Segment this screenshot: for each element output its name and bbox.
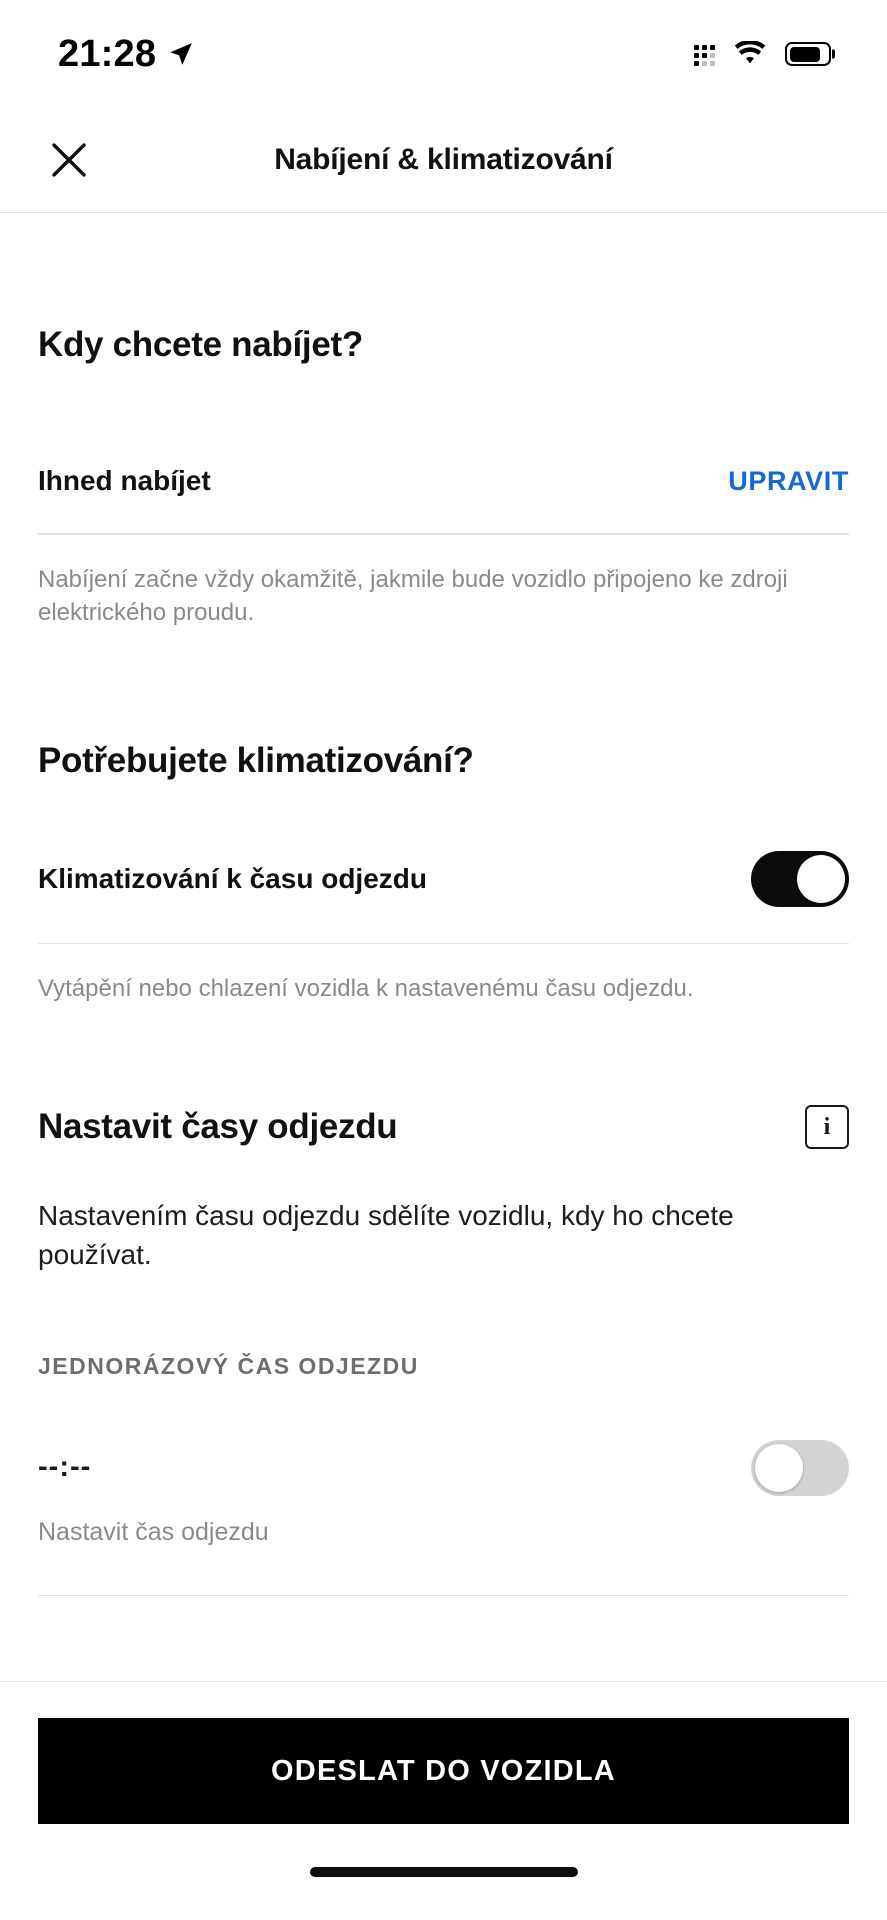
battery-icon <box>785 42 831 66</box>
departure-section-title: Nastavit časy odjezdu <box>38 1107 398 1147</box>
status-bar <box>0 0 887 108</box>
climate-toggle-switch[interactable] <box>751 851 849 907</box>
send-to-vehicle-button[interactable]: ODESLAT DO VOZIDLA <box>38 1718 849 1824</box>
status-time: 21:28 <box>58 33 157 75</box>
climate-toggle-label: Klimatizování k času odjezdu <box>38 862 427 894</box>
settings-content <box>0 213 887 1681</box>
departure-time-toggle-switch[interactable] <box>751 1440 849 1496</box>
departure-time-subtext: Nastavit čas odjezdu <box>38 1517 269 1546</box>
home-indicator[interactable] <box>310 1867 578 1877</box>
wifi-icon <box>733 41 767 67</box>
footer-bar <box>0 1681 887 1920</box>
divider <box>38 1595 849 1597</box>
departure-section-header <box>38 1105 849 1149</box>
charging-section-title: Kdy chcete nabíjet? <box>38 325 363 364</box>
departure-time-value[interactable]: --:-- <box>38 1451 92 1484</box>
one-time-departure-row[interactable] <box>38 1440 849 1496</box>
info-icon[interactable]: i <box>805 1105 849 1149</box>
climate-section-title: Potřebujete klimatizování? <box>38 740 474 780</box>
charging-helper-text: Nabíjení začne vždy okamžitě, jakmile bude vozidlo připojeno ke zdroji elektrického proudu. <box>38 565 788 626</box>
charging-mode-row[interactable] <box>38 465 849 497</box>
status-bar-right <box>694 41 831 67</box>
status-bar-left <box>58 35 194 73</box>
toggle-knob <box>797 855 845 903</box>
toggle-knob <box>755 1444 803 1492</box>
location-arrow-icon <box>168 41 194 67</box>
home-indicator-area <box>38 1824 849 1920</box>
page-title: Nabíjení & klimatizování <box>274 143 613 176</box>
cellular-signal-icon <box>694 42 715 66</box>
departure-description: Nastavením času odjezdu sdělíte vozidlu, kdy ho chcete používat. <box>38 1200 734 1270</box>
close-icon[interactable] <box>38 129 100 191</box>
climate-toggle-row[interactable] <box>38 851 849 907</box>
navigation-bar <box>0 108 887 213</box>
charging-edit-button[interactable]: UPRAVIT <box>728 465 849 496</box>
charging-mode-label: Ihned nabíjet <box>38 465 211 496</box>
one-time-departure-caption: JEDNORÁZOVÝ ČAS ODJEZDU <box>38 1352 419 1379</box>
climate-helper-text: Vytápění nebo chlazení vozidla k nastavenému času odjezdu. <box>38 975 694 1003</box>
